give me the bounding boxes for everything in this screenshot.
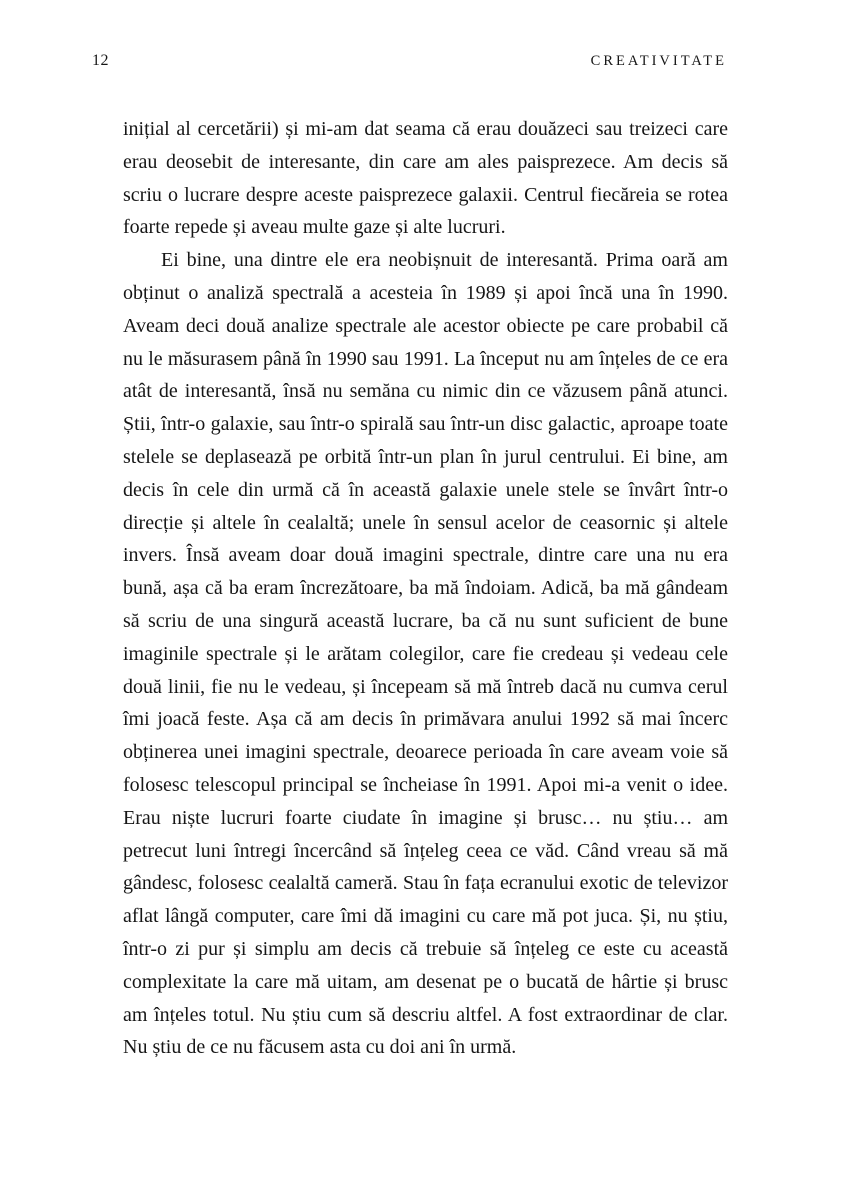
page-header: [92, 52, 727, 70]
body-paragraph-1: inițial al cercetării) și mi-am dat seama că erau douăzeci sau treizeci care erau deosebit de interesante, din care am ales paisprezece. Am decis să scriu o lucrare despre aceste paisprezece galaxii. Centrul fiecăreia se rotea foarte repede și aveau multe gaze și alte lucruri.: [123, 118, 728, 239]
body-paragraph-2: Ei bine, una dintre ele era neobișnuit de interesantă. Prima oară am obținut o analiză spectrală a acesteia în 1989 și apoi încă una în 1990. Aveam deci două analize spectrale ale acestor obiecte pe care probabil că nu le măsurasem până în 1990 sau 1991. La început nu am înțeles de ce era atât de interesantă, însă nu semăna cu nimic din ce văzusem până atunci. Știi, într-o galaxie, sau într-o spirală sau într-un disc galactic, aproape toate stelele se deplasează pe orbită într-un plan în jurul centrului. Ei bine, am decis în cele din urmă că în această galaxie unele stele se învârt într-o direcție și altele în cealaltă; unele în sensul acelor de ceasornic și altele invers. Însă aveam doar două imagini spectrale, dintre care una nu era bună, așa că ba eram încrezătoare, ba mă îndoiam. Adică, ba mă gândeam să scriu de una singură această lucrare, ba că nu sunt suficient de bune imaginile spectrale și le arătam colegilor, care fie credeau și vedeau cele două linii, fie nu le vedeau, și începeam să mă întreb dacă nu cumva cerul îmi joacă feste. Așa că am decis în primăvara anului 1992 să mai încerc obținerea unei imagini spectrale, deoarece perioada în care aveam voie să folosesc telescopul principal se încheiase în 1991. Apoi mi-a venit o idee. Erau niște lucruri foarte ciudate în imagine și brusc… nu știu… am petrecut luni întregi încercând să înțeleg ceea ce văd. Când vreau să mă gândesc, folosesc cealaltă cameră. Stau în fața ecranului exotic de televizor aflat lângă computer, care îmi dă imagini cu care mă pot juca. Și, nu știu, într-o zi pur și simplu am decis că trebuie să înțeleg ce este cu această complexitate la care mă uitam, am desenat pe o bucată de hârtie și brusc am înțeles totul. Nu știu cum să descriu altfel. A fost extraordinar de clar. Nu știu de ce nu făcusem asta cu doi ani în urmă.: [123, 249, 728, 1059]
running-title: CREATIVITATE: [590, 53, 727, 69]
page-number: 12: [92, 52, 109, 69]
body-text: [123, 113, 728, 1064]
